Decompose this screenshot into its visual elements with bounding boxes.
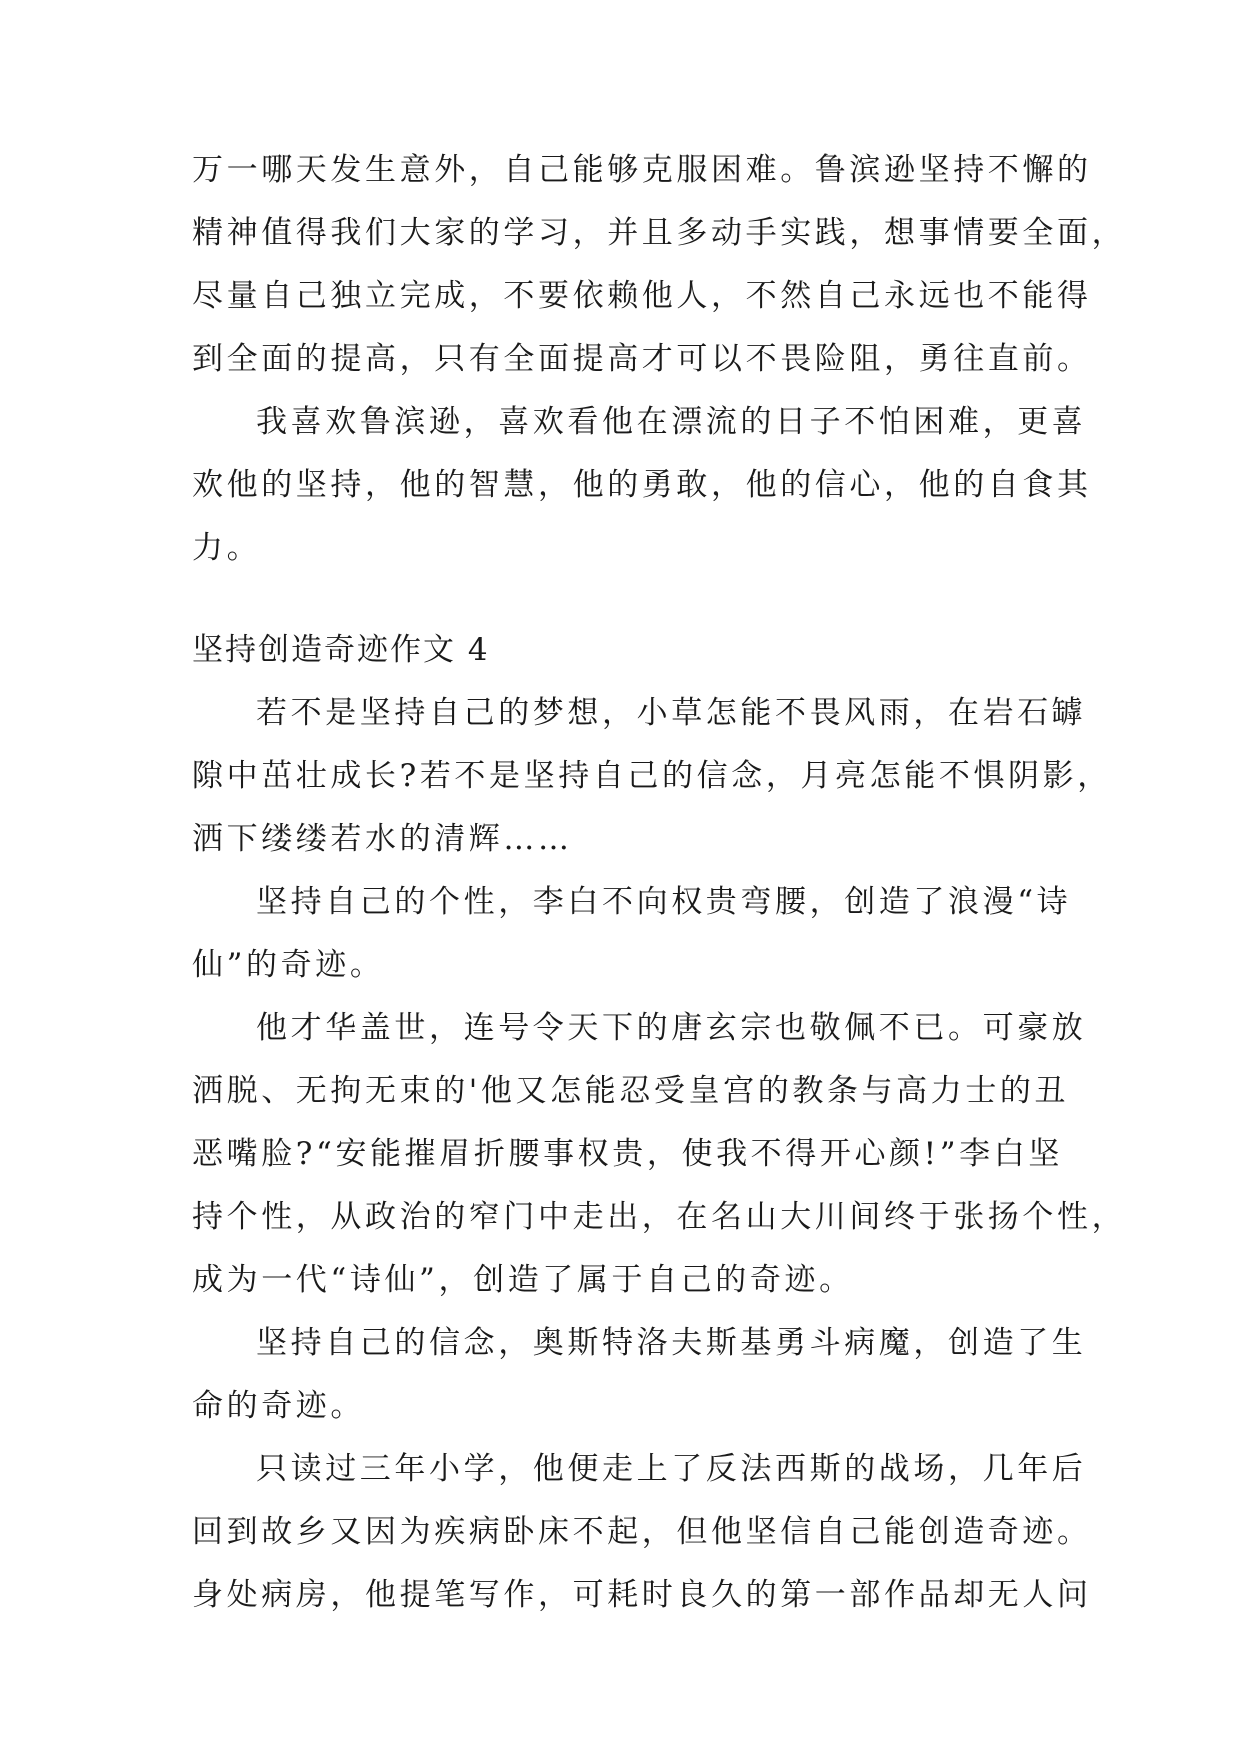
text-line: 若不是坚持自己的梦想，小草怎能不畏风雨，在岩石罅	[256, 695, 1087, 731]
text-line: 坚持自己的个性，李白不向权贵弯腰，创造了浪漫“诗	[256, 884, 1072, 920]
text-line: 仙”的奇迹。	[192, 947, 385, 983]
text-line: 洒脱、无拘无束的'他又怎能忍受皇宫的教条与高力士的丑	[192, 1073, 1070, 1109]
text-line: 回到故乡又因为疾病卧床不起，但他坚信自己能创造奇迹。	[192, 1514, 1092, 1550]
text-line: 洒下缕缕若水的清辉……	[192, 821, 573, 857]
text-line: 到全面的提高，只有全面提高才可以不畏险阻，勇往直前。	[192, 341, 1092, 377]
section-heading: 坚持创造奇迹作文 4	[192, 632, 490, 668]
text-line: 命的奇迹。	[192, 1388, 365, 1424]
text-line: 尽量自己独立完成，不要依赖他人，不然自己永远也不能得	[192, 278, 1092, 314]
text-line: 成为一代“诗仙”，创造了属于自己的奇迹。	[192, 1262, 854, 1298]
text-line: 力。	[192, 530, 262, 566]
text-line: 万一哪天发生意外，自己能够克服困难。鲁滨逊坚持不懈的	[192, 152, 1092, 188]
text-line: 隙中茁壮成长?若不是坚持自己的信念，月亮怎能不惧阴影，	[192, 758, 1112, 794]
text-line: 他才华盖世，连号令天下的唐玄宗也敬佩不已。可豪放	[256, 1010, 1087, 1046]
text-line: 持个性，从政治的窄门中走出，在名山大川间终于张扬个性，	[192, 1199, 1127, 1235]
text-line: 只读过三年小学，他便走上了反法西斯的战场，几年后	[256, 1451, 1087, 1487]
text-line: 我喜欢鲁滨逊，喜欢看他在漂流的日子不怕困难，更喜	[256, 404, 1087, 440]
text-line: 欢他的坚持，他的智慧，他的勇敢，他的信心，他的自食其	[192, 467, 1092, 503]
text-line: 精神值得我们大家的学习，并且多动手实践，想事情要全面，	[192, 215, 1127, 251]
text-line: 恶嘴脸?“安能摧眉折腰事权贵，使我不得开心颜!”李白坚	[192, 1136, 1063, 1172]
text-line: 坚持自己的信念，奥斯特洛夫斯基勇斗病魔，创造了生	[256, 1325, 1087, 1361]
text-line: 身处病房，他提笔写作，可耗时良久的第一部作品却无人问	[192, 1577, 1092, 1613]
